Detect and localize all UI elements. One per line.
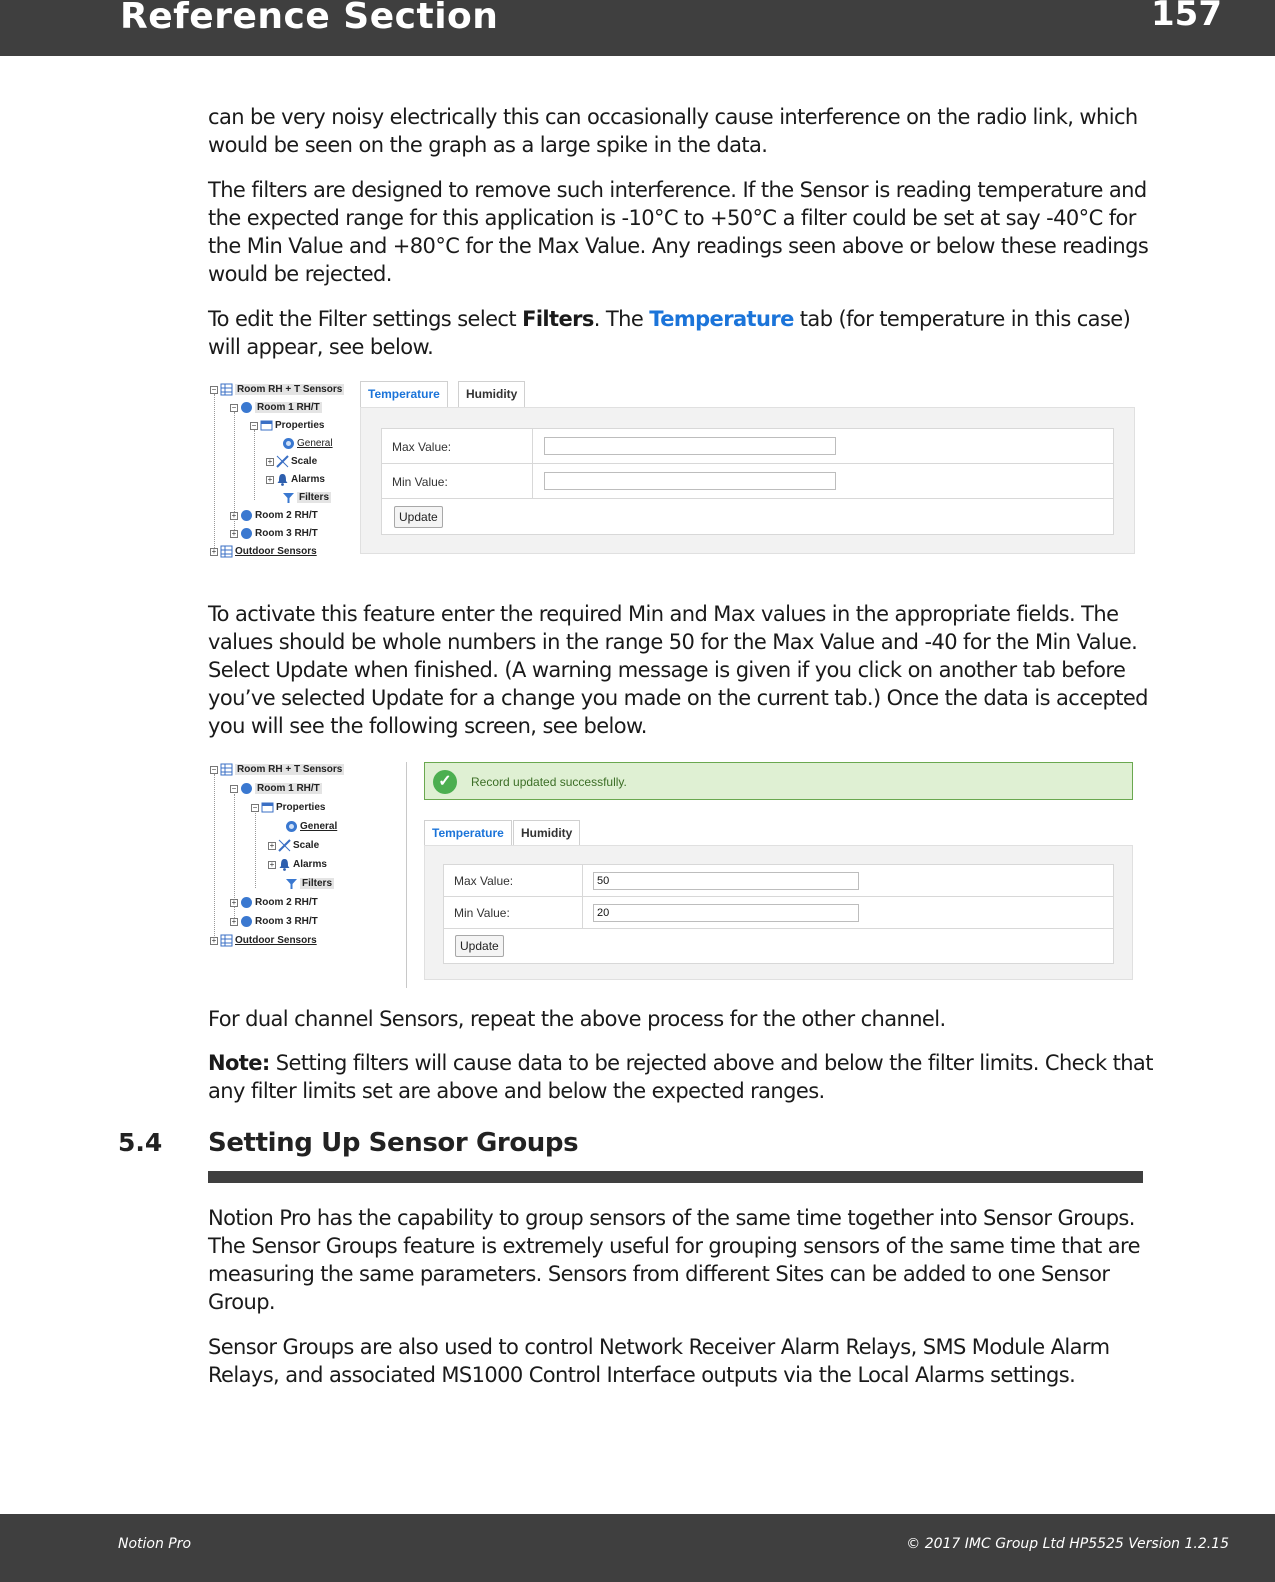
form-row-min xyxy=(444,897,1113,929)
separator xyxy=(582,865,583,896)
sensor-icon xyxy=(240,509,253,522)
header-bar xyxy=(0,0,1275,56)
expand-icon[interactable]: + xyxy=(231,897,237,907)
expand-icon[interactable]: + xyxy=(267,474,273,484)
section-title: Setting Up Sensor Groups xyxy=(208,1128,579,1158)
success-message: Record updated successfully. xyxy=(471,775,627,789)
paragraph-noise: can be very noisy electrically this can occasionally cause interference on the radio link, which would be seen on the graph as a large spike in the data. xyxy=(208,105,1138,157)
tree-node-alarms[interactable] xyxy=(268,858,327,872)
sensor-icon xyxy=(240,896,253,909)
paragraph-edit-filters xyxy=(208,305,1153,361)
tree-label: Room 1 RH/T xyxy=(257,402,320,414)
tree-line xyxy=(254,430,255,500)
note-label: Note: xyxy=(208,1051,270,1075)
tree-label: General xyxy=(297,438,333,450)
min-value-label: Min Value: xyxy=(454,906,510,920)
tree-label: Properties xyxy=(275,420,325,432)
bell-icon xyxy=(276,473,289,486)
max-value-input[interactable] xyxy=(544,437,836,455)
tree-node-general[interactable] xyxy=(280,437,333,451)
tab-panel xyxy=(360,407,1135,554)
tree-node-alarms[interactable] xyxy=(266,473,325,487)
tab-panel xyxy=(424,845,1133,980)
tree-label: Room RH + T Sensors xyxy=(237,384,343,396)
tree-label: Alarms xyxy=(291,474,325,486)
collapse-icon[interactable]: − xyxy=(211,384,217,394)
tree-label: Filters xyxy=(302,878,333,890)
tree-label: Scale xyxy=(291,456,318,468)
tree-label: Outdoor Sensors xyxy=(235,935,317,947)
min-value-input[interactable] xyxy=(593,904,859,922)
min-value-label: Min Value: xyxy=(392,475,448,489)
paragraph-dual-channel: For dual channel Sensors, repeat the above process for the other channel. xyxy=(208,1007,946,1031)
footer-product: Notion Pro xyxy=(118,1536,192,1552)
separator xyxy=(532,429,533,463)
text: tab (for temperature in this case) will appear, see below. xyxy=(208,307,1131,359)
expand-icon[interactable]: + xyxy=(267,456,273,466)
tree-label: Properties xyxy=(276,802,326,814)
tree-node-room2[interactable] xyxy=(230,896,318,910)
tree-node-room1[interactable] xyxy=(230,782,322,796)
tree-line xyxy=(214,394,215,554)
check-icon: ✓ xyxy=(433,770,457,794)
filter-form xyxy=(381,428,1114,535)
tree-node-scale[interactable] xyxy=(266,455,317,469)
expand-icon[interactable]: + xyxy=(231,916,237,926)
expand-icon[interactable]: + xyxy=(269,840,275,850)
paragraph-filters-purpose: The filters are designed to remove such interference. If the Sensor is reading temperature and the expected range for this application is -10°C to +50°C a filter could be set at say -40°C for the Min Value and +80°C for the Max Value. Any readings seen above or below these readings would be rejected. xyxy=(208,178,1149,286)
grid-icon xyxy=(220,383,233,396)
collapse-icon[interactable]: − xyxy=(231,402,237,412)
tree-label: Filters xyxy=(299,492,330,504)
footer-copyright: © 2017 IMC Group Ltd HP5525 Version 1.2.15 xyxy=(906,1536,1229,1552)
collapse-icon[interactable]: − xyxy=(251,420,257,430)
tab-temperature[interactable]: Temperature xyxy=(360,381,448,407)
grid-icon xyxy=(220,763,233,776)
sensor-icon xyxy=(240,401,253,414)
tab-temperature[interactable]: Temperature xyxy=(424,820,512,846)
tree-node-room3[interactable] xyxy=(230,527,318,541)
expand-icon[interactable]: + xyxy=(211,546,217,556)
filter-form xyxy=(443,864,1114,964)
max-value-label: Max Value: xyxy=(392,440,452,454)
grid-icon xyxy=(220,545,233,558)
success-banner xyxy=(424,762,1133,800)
separator xyxy=(532,464,533,498)
sensor-tree xyxy=(208,760,368,950)
scale-icon xyxy=(278,839,291,852)
tree-label: Outdoor Sensors xyxy=(235,546,317,558)
max-value-label: Max Value: xyxy=(454,874,514,888)
tree-node-room3[interactable] xyxy=(230,915,318,929)
tree-node-properties[interactable] xyxy=(251,801,325,815)
properties-icon xyxy=(261,801,274,814)
collapse-icon[interactable]: − xyxy=(252,802,258,812)
temperature-term: Temperature xyxy=(649,307,794,331)
expand-icon[interactable]: + xyxy=(211,935,217,945)
tree-node-room1[interactable] xyxy=(230,401,322,415)
tree-line xyxy=(214,774,215,944)
tree-node-general[interactable] xyxy=(283,820,337,834)
paragraph-sensor-groups: Notion Pro has the capability to group sensors of the same time together into Sensor Groups. The Sensor Groups feature is extremely useful for grouping sensors of the same time that are measuring the same parameters. Sensors from different Sites can be added to one Sensor Group. xyxy=(208,1206,1140,1314)
tree-node-outdoor[interactable] xyxy=(210,545,317,559)
general-icon xyxy=(282,437,295,450)
general-icon xyxy=(285,820,298,833)
tree-label: Room 3 RH/T xyxy=(255,528,318,540)
properties-icon xyxy=(260,419,273,432)
min-value-input[interactable] xyxy=(544,472,836,490)
expand-icon[interactable]: + xyxy=(231,528,237,538)
bell-icon xyxy=(278,858,291,871)
text: To edit the Filter settings select xyxy=(208,307,523,331)
text: Setting filters will cause data to be rejected above and below the filter limits. Check that any filter limits set are above and below the expected ranges. xyxy=(208,1051,1153,1103)
expand-icon[interactable]: + xyxy=(231,510,237,520)
max-value-input[interactable] xyxy=(593,872,859,890)
form-row-max xyxy=(382,429,1113,464)
tree-node-root[interactable] xyxy=(210,383,344,397)
panel-divider xyxy=(406,762,407,988)
tree-label: General xyxy=(300,821,338,833)
collapse-icon[interactable]: − xyxy=(211,764,217,774)
grid-icon xyxy=(220,934,233,947)
tree-label: Room 1 RH/T xyxy=(257,783,320,795)
form-row-max xyxy=(444,865,1113,897)
footer-bar xyxy=(0,1514,1275,1582)
filters-term: Filters xyxy=(522,307,594,331)
paragraph-activate: To activate this feature enter the required Min and Max values in the appropriate fields. The values should be whole numbers in the range 50 for the Max Value and -40 for the Min Value. Select Update when finished. (A warning message is given if you click on another tab before you’ve selected Update for a change you made on the current tab.) Once the data is accepted you will see the following screen, see below. xyxy=(208,602,1148,738)
update-button[interactable]: Update xyxy=(455,935,504,957)
tree-label: Room 2 RH/T xyxy=(255,510,318,522)
tree-label: Alarms xyxy=(293,859,327,871)
tree-node-root[interactable] xyxy=(210,763,344,777)
tree-node-scale[interactable] xyxy=(268,839,319,853)
filters-screenshot-2 xyxy=(208,758,1138,990)
tab-humidity[interactable]: Humidity xyxy=(458,381,525,407)
sensor-icon xyxy=(240,527,253,540)
collapse-icon[interactable]: − xyxy=(231,783,237,793)
tree-node-outdoor[interactable] xyxy=(210,934,317,948)
update-button[interactable]: Update xyxy=(394,506,443,528)
tree-line xyxy=(255,813,256,888)
sensor-icon xyxy=(240,782,253,795)
paragraph-alarm-relays: Sensor Groups are also used to control Network Receiver Alarm Relays, SMS Module Alarm Relays, and associated MS1000 Control Interface outputs via the Local Alarms settings. xyxy=(208,1335,1110,1387)
paragraph-note xyxy=(208,1049,1153,1105)
filter-icon xyxy=(282,491,295,504)
form-row-min xyxy=(382,464,1113,499)
tree-node-filters[interactable] xyxy=(280,491,331,505)
section-rule xyxy=(208,1171,1143,1183)
filter-icon xyxy=(285,877,298,890)
tree-label: Room 2 RH/T xyxy=(255,897,318,909)
tree-label: Room RH + T Sensors xyxy=(237,764,343,776)
text: . The xyxy=(593,307,650,331)
section-number: 5.4 xyxy=(118,1128,163,1157)
page-number: 157 xyxy=(1151,0,1222,34)
expand-icon[interactable]: + xyxy=(269,859,275,869)
section-header-title: Reference Section xyxy=(120,0,499,37)
tree-label: Scale xyxy=(293,840,320,852)
tab-humidity[interactable]: Humidity xyxy=(513,820,580,846)
sensor-icon xyxy=(240,915,253,928)
tree-label: Room 3 RH/T xyxy=(255,916,318,928)
scale-icon xyxy=(276,455,289,468)
filters-screenshot-1 xyxy=(208,380,1138,560)
sensor-tree xyxy=(208,380,358,560)
tree-node-properties[interactable] xyxy=(250,419,324,433)
separator xyxy=(582,897,583,928)
tree-node-room2[interactable] xyxy=(230,509,318,523)
tree-node-filters[interactable] xyxy=(283,877,334,891)
